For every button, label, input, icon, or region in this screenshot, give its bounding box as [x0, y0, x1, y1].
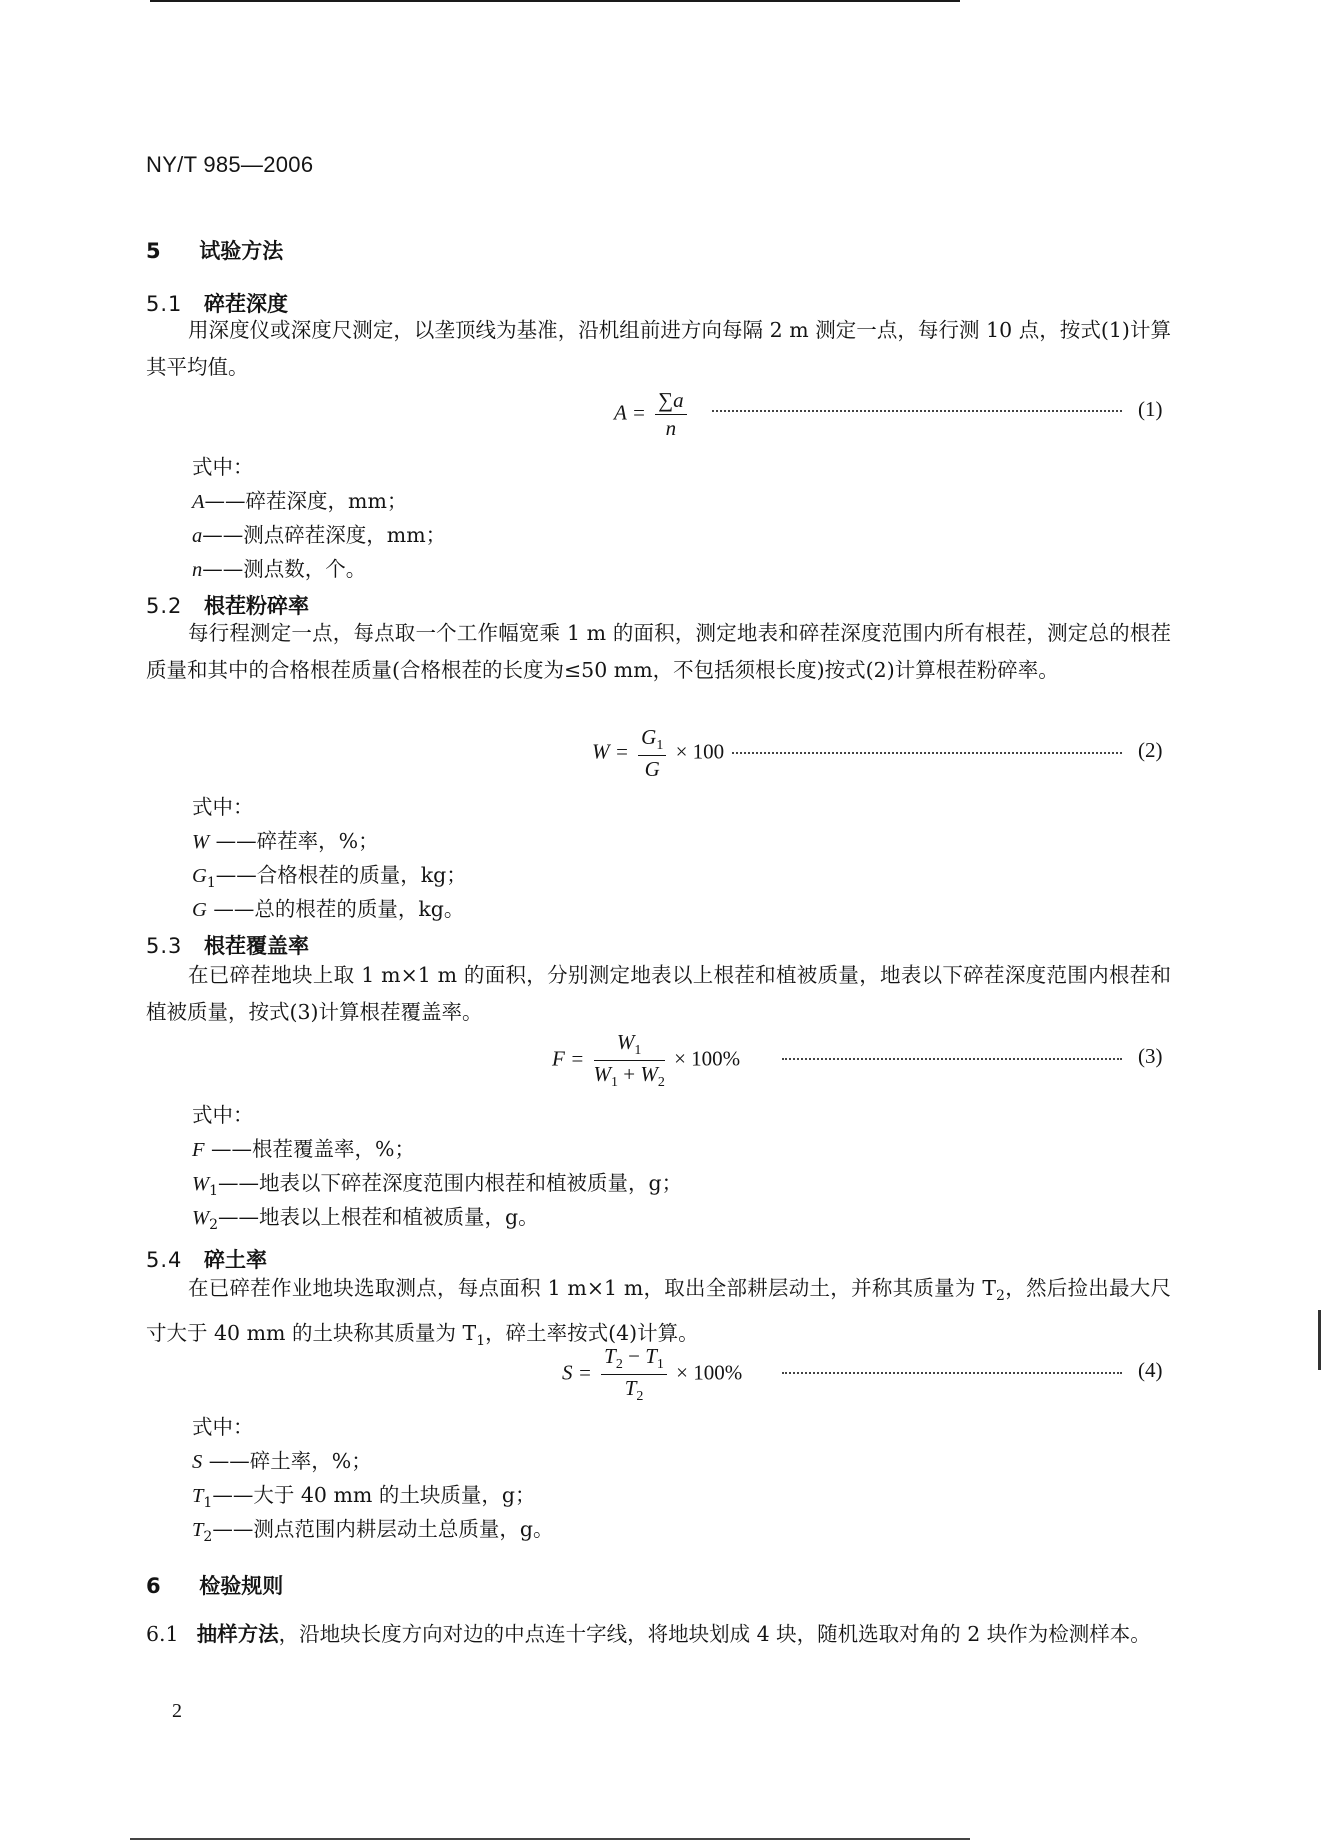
variable-definition: F ——根茬覆盖率，%； — [192, 1137, 416, 1161]
fraction-numerator: $W_1$ — [594, 1030, 665, 1061]
section-5-heading — [146, 235, 283, 265]
variable-definition: A——碎茬深度，mm； — [192, 489, 408, 513]
fraction — [655, 388, 686, 441]
equation-number: (4) — [1138, 1358, 1163, 1382]
leader-dots — [712, 410, 1122, 412]
section-title: 检验规则 — [199, 1574, 284, 1598]
fraction — [601, 1344, 667, 1405]
formula-1 — [614, 388, 691, 441]
fraction-denominator: $T_2$ — [624, 1376, 644, 1405]
subsection-title: 抽样方法 — [196, 1622, 279, 1646]
fraction — [594, 1030, 665, 1091]
equation-number: (1) — [1138, 397, 1163, 421]
formula-2 — [592, 725, 724, 782]
fraction-denominator: $W_1 + W_2$ — [593, 1062, 665, 1091]
variable-definition: $W_2——$地表以上根茬和植被质量，g。 — [192, 1205, 539, 1234]
variable-definition: $W_1——$地表以下碎茬深度范围内根茬和植被质量，g； — [192, 1171, 683, 1200]
subsection-number: 5.3 — [146, 934, 183, 958]
document-id: NY/T 985—2006 — [146, 152, 314, 177]
leader-dots — [782, 1372, 1122, 1374]
top-rule — [150, 0, 960, 2]
subsection-title: 碎土率 — [204, 1248, 267, 1272]
subsection-title: 碎茬深度 — [204, 292, 288, 316]
formula-multiplier: × 100% — [674, 1046, 741, 1071]
formula-lhs: S = — [562, 1360, 592, 1385]
bottom-rule — [130, 1838, 970, 1840]
formula-lhs: A = — [614, 400, 646, 425]
section-6-heading — [146, 1570, 283, 1600]
section-number: 5 — [146, 239, 161, 263]
equation-number: (2) — [1138, 738, 1163, 762]
variable-definition: a——测点碎茬深度，mm； — [192, 523, 447, 547]
variable-definition: G ——总的根茬的质量，kg。 — [192, 897, 465, 921]
formula-lhs: W = — [592, 739, 629, 764]
subsection-number: 5.4 — [146, 1248, 183, 1272]
formula-lhs: F = — [552, 1046, 585, 1071]
paragraph-5-4: 在已碎茬作业地块选取测点，每点面积 1 m×1 m，取出全部耕层动土，并称其质量为 $T_2$，然后捡出最大尺寸大于 40 mm 的土块称其质量为 $T_1$，碎土率按式(4)计算。 — [146, 1276, 1172, 1350]
subsection-title: 根茬覆盖率 — [204, 934, 309, 958]
section-number: 6 — [146, 1574, 161, 1598]
fraction-numerator: $G_1$ — [638, 725, 666, 756]
formula-4 — [562, 1344, 742, 1405]
where-label: 式中： — [192, 795, 254, 819]
fraction — [638, 725, 666, 782]
where-label: 式中： — [192, 1103, 254, 1127]
subsection-number: 5.2 — [146, 594, 183, 618]
fraction-denominator: G — [644, 757, 660, 782]
where-label: 式中： — [192, 1415, 254, 1439]
formula-3 — [552, 1030, 740, 1091]
variable-definition: n——测点数，个。 — [192, 557, 367, 581]
fraction-numerator: $T_2 - T_1$ — [601, 1344, 667, 1375]
paragraph-6-1: 6.1 抽样方法，沿地块长度方向对边的中点连十字线，将地块划成 4 块，随机选取对角的 2 块作为检测样本。 — [146, 1622, 1151, 1646]
formula-multiplier: × 100% — [676, 1360, 743, 1385]
variable-definition: $T_1——$大于 40 mm 的土块质量，g； — [192, 1483, 536, 1512]
fraction-numerator: ∑a — [655, 388, 686, 415]
right-edge-mark — [1318, 1310, 1321, 1370]
subsection-title: 根茬粉碎率 — [204, 594, 309, 618]
page-number: 2 — [172, 1700, 182, 1722]
variable-definition: $T_2——$测点范围内耕层动土总质量，g。 — [192, 1517, 554, 1546]
variable-definition: W ——碎茬率，%； — [192, 829, 379, 853]
formula-multiplier: × 100 — [675, 739, 725, 764]
subsection-5-3-heading — [146, 930, 309, 960]
subsection-number: 5.1 — [146, 292, 183, 316]
paragraph-5-3: 在已碎茬地块上取 1 m×1 m 的面积，分别测定地表以上根茬和植被质量，地表以下碎茬深度范围内根茬和植被质量，按式(3)计算根茬覆盖率。 — [146, 963, 1171, 1024]
where-label: 式中： — [192, 455, 254, 479]
paragraph-5-2: 每行程测定一点，每点取一个工作幅宽乘 1 m 的面积，测定地表和碎茬深度范围内所有根茬，测定总的根茬质量和其中的合格根茬质量(合格根茬的长度为≤50 mm，不包括须根长度)按式(2)计算根茬粉碎率。 — [146, 621, 1171, 682]
paragraph-5-1: 用深度仪或深度尺测定，以垄顶线为基准，沿机组前进方向每隔 2 m 测定一点，每行测 10 点，按式(1)计算其平均值。 — [146, 318, 1171, 379]
fraction-denominator: n — [665, 416, 677, 440]
subsection-number: 6.1 — [146, 1622, 179, 1646]
leader-dots — [732, 752, 1122, 754]
variable-definition: $G_1——$合格根茬的质量，kg； — [192, 863, 467, 892]
section-title: 试验方法 — [199, 239, 284, 263]
variable-definition: S ——碎土率，%； — [192, 1449, 372, 1473]
equation-number: (3) — [1138, 1044, 1163, 1068]
leader-dots — [782, 1058, 1122, 1060]
